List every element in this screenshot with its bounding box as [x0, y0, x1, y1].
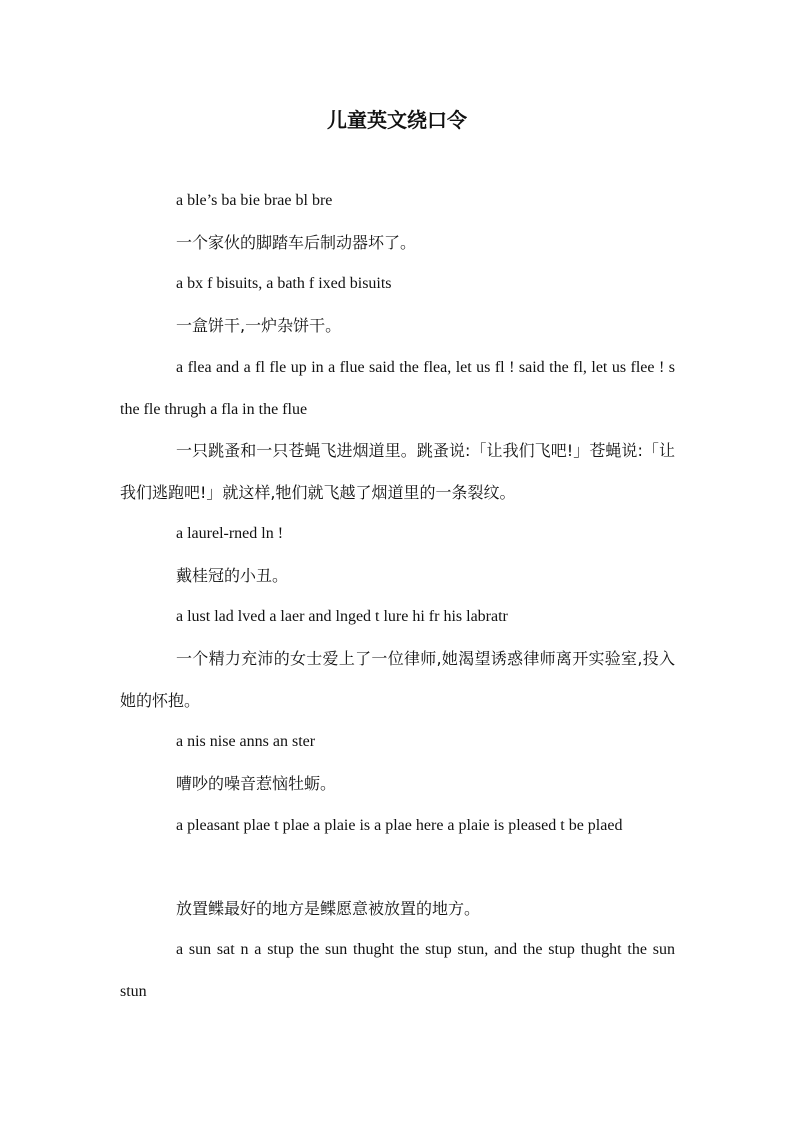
- paragraph-cn-3: 一只跳蚤和一只苍蝇飞进烟道里。跳蚤说:「让我们飞吧!」苍蝇说:「让我们逃跑吧!」就这样,牠们就飞越了烟道里的一条裂纹。: [120, 441, 675, 502]
- paragraph-cn-1: 一个家伙的脚踏车后制动器坏了。: [176, 233, 417, 252]
- paragraph-en-7: a pleasant plae t plae a plaie is a plae here a plaie is pleased t be plaed: [176, 817, 623, 834]
- paragraph-cn-4: 戴桂冠的小丑。: [176, 566, 289, 585]
- paragraph-en-4: a laurel-rned ln !: [176, 525, 284, 542]
- paragraph-en-8: a sun sat n a stup the sun thught the stup stun, and the stup thught the sun stun: [120, 941, 675, 1000]
- paragraph-en-3: a flea and a fl fle up in a flue said the flea, let us fl ! said the fl, let us flee ! s the fle thrugh a fla in the flue: [120, 359, 675, 418]
- paragraph-en-6: a nis nise anns an ster: [176, 733, 316, 750]
- paragraph-en-5: a lust lad lved a laer and lnged t lure hi fr his labratr: [176, 608, 508, 625]
- paragraph-cn-7: 放置鲽最好的地方是鲽愿意被放置的地方。: [176, 899, 481, 918]
- paragraph-cn-5: 一个精力充沛的女士爱上了一位律师,她渴望诱惑律师离开实验室,投入她的怀抱。: [120, 649, 675, 710]
- document-title: 儿童英文绕口令: [327, 108, 467, 132]
- paragraph-cn-2: 一盒饼干,一炉杂饼干。: [176, 316, 342, 335]
- paragraph-en-2: a bx f bisuits, a bath f ixed bisuits: [176, 275, 392, 292]
- paragraph-en-1: a ble’s ba bie brae bl bre: [176, 192, 333, 209]
- paragraph-cn-6: 嘈吵的噪音惹恼牡蛎。: [176, 774, 337, 793]
